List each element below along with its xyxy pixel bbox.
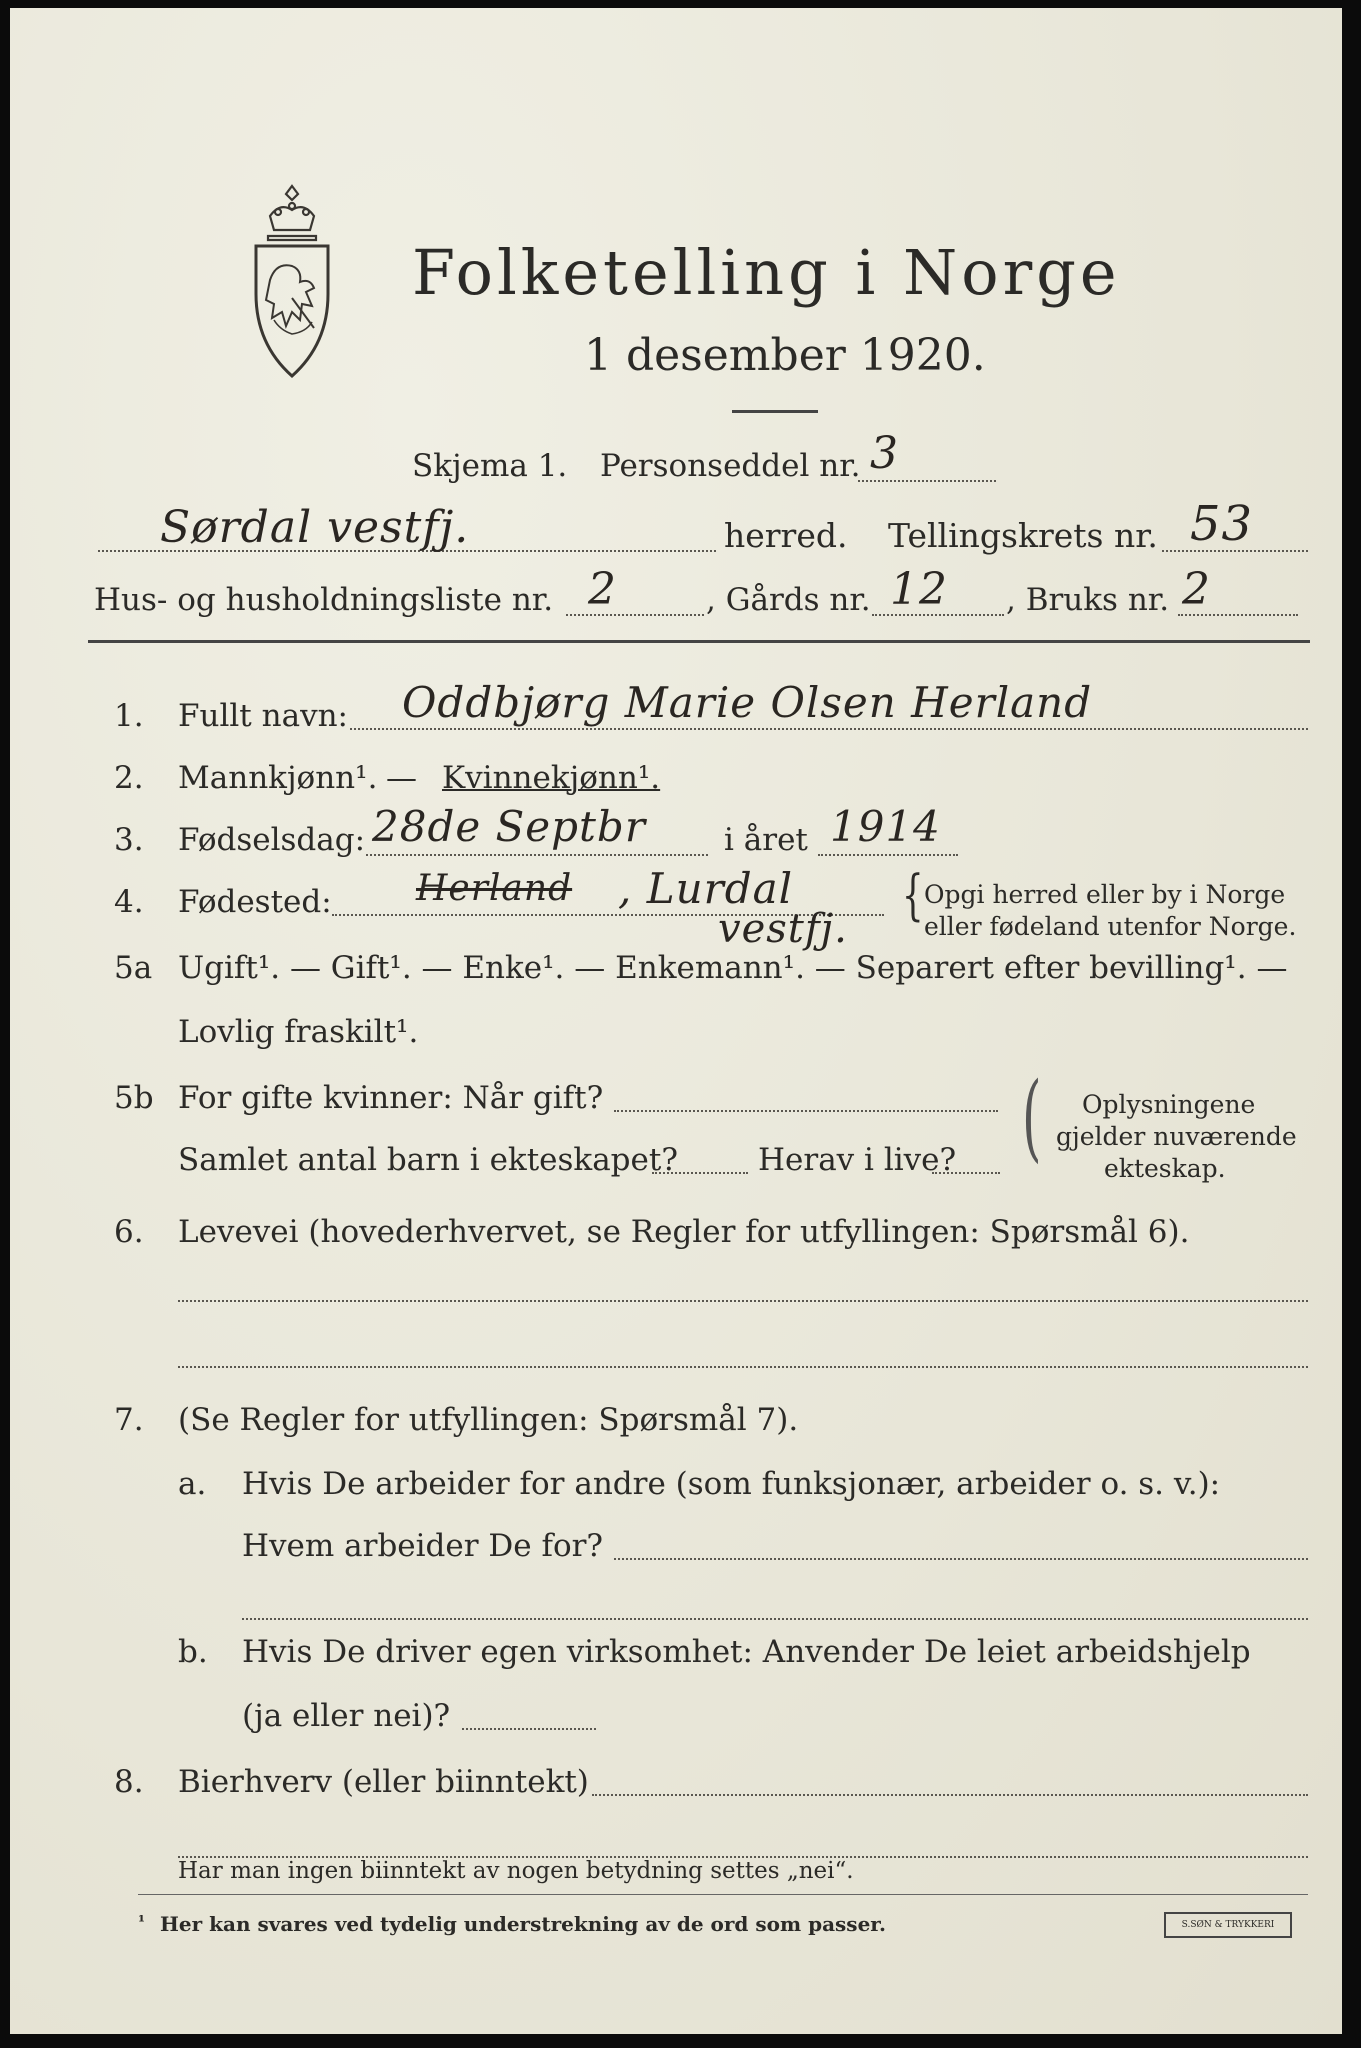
q4-birthplace-value-2[interactable]: vestfj. (718, 906, 848, 952)
census-form-sheet (10, 8, 1342, 2034)
q3-date-line (366, 854, 708, 856)
q2-kvinnekjonn-underlined[interactable]: Kvinnekjønn¹. (442, 760, 661, 796)
q1-number: 1. (114, 698, 144, 734)
husholdningsliste-value[interactable]: 2 (588, 564, 617, 615)
q4-brace: { (902, 864, 924, 928)
q5b-barn-line[interactable] (652, 1172, 748, 1174)
personseddel-line (858, 480, 996, 482)
q3-year-line (818, 854, 958, 856)
gards-label: , Gårds nr. (706, 582, 871, 618)
q1-label: Fullt navn: (178, 698, 348, 734)
q6-levevei-label: Levevei (hovederhvervet, se Regler for utfyllingen: Spørsmål 6). (178, 1214, 1190, 1250)
q2-mannkjonn[interactable]: Mannkjønn¹. (178, 760, 378, 796)
q7a-hvem-label: Hvem arbeider De for? (242, 1528, 604, 1564)
skjema-label: Skjema 1. (412, 448, 568, 484)
coat-of-arms-icon (248, 180, 336, 380)
q3-label: Fødselsdag: (178, 822, 366, 858)
q7b-question: Hvis De driver egen virksomhet: Anvender De leiet arbeidshjelp (242, 1634, 1251, 1670)
q3-year-label: i året (724, 822, 808, 858)
q7a-letter: a. (178, 1466, 207, 1502)
q8-number: 8. (114, 1764, 144, 1800)
q7b-answer-line[interactable] (462, 1728, 596, 1730)
herred-value[interactable]: Sørdal vestfj. (160, 502, 470, 553)
printer-stamp: S.SØN & TRYKKERI (1164, 1912, 1292, 1938)
husholdningsliste-line (566, 614, 704, 616)
tellingskrets-value[interactable]: 53 (1190, 496, 1254, 552)
q1-line (350, 728, 1308, 730)
form-date: 1 desember 1920. (584, 330, 986, 381)
q4-struck-value: Herland (416, 868, 573, 909)
q5b-i-live-label: Herav i live? (758, 1142, 957, 1178)
q5b-note-line3: ekteskap. (1104, 1154, 1226, 1183)
q8-answer-line-1[interactable] (592, 1794, 1308, 1796)
q6-answer-line-1[interactable] (178, 1300, 1308, 1302)
q5b-barn-label: Samlet antal barn i ekteskapet? (178, 1142, 678, 1178)
footnote-text: Her kan svares ved tydelig understrekning av de ord som passer. (160, 1912, 886, 1936)
herred-label: herred. (724, 516, 848, 555)
q6-answer-line-2[interactable] (178, 1366, 1308, 1368)
q7a-question: Hvis De arbeider for andre (som funksjonær, arbeider o. s. v.): (242, 1466, 1221, 1502)
q5b-bracket: ( (1022, 1061, 1042, 1173)
q5b-note-line2: gjelder nuværende (1056, 1122, 1297, 1151)
q4-note-line1: Opgi herred eller by i Norge (924, 880, 1286, 909)
q3-birthday-value[interactable]: 28de Septbr (372, 802, 646, 851)
q5b-number: 5b (114, 1080, 154, 1116)
q4-birthplace-value[interactable]: , Lurdal (618, 864, 794, 913)
q2-number: 2. (114, 760, 144, 796)
header-rule (88, 640, 1310, 643)
bruks-label: , Bruks nr. (1006, 582, 1170, 618)
q5a-lovlig-fraskilt[interactable]: Lovlig fraskilt¹. (178, 1014, 419, 1050)
q7-label: (Se Regler for utfyllingen: Spørsmål 7). (178, 1402, 799, 1438)
q6-number: 6. (114, 1214, 144, 1250)
q5b-nar-gift-label: For gifte kvinner: Når gift? (178, 1080, 604, 1116)
q7b-ja-nei-label: (ja eller nei)? (242, 1698, 451, 1734)
q5a-number: 5a (114, 950, 153, 986)
q7b-letter: b. (178, 1634, 208, 1670)
q7a-answer-line-2[interactable] (242, 1618, 1308, 1620)
q5b-nar-gift-line[interactable] (614, 1110, 998, 1112)
q1-full-name-value[interactable]: Oddbjørg Marie Olsen Herland (402, 678, 1093, 727)
q3-year-value[interactable]: 1914 (830, 802, 941, 851)
q5b-note-line1: Oplysningene (1082, 1090, 1256, 1119)
biinntekt-note: Har man ingen biinntekt av nogen betydning settes „nei“. (178, 1858, 854, 1884)
husholdningsliste-label: Hus- og husholdningsliste nr. (94, 582, 554, 618)
bruks-value[interactable]: 2 (1182, 564, 1211, 615)
q5a-marital-options[interactable]: Ugift¹. — Gift¹. — Enke¹. — Enkemann¹. — Separert efter bevilling¹. — (178, 950, 1288, 986)
q2-dash: — (386, 760, 417, 796)
q3-number: 3. (114, 822, 144, 858)
footnote-mark: ¹ (138, 1912, 146, 1931)
tellingskrets-label: Tellingskrets nr. (888, 516, 1158, 555)
personseddel-label: Personseddel nr. (600, 448, 861, 484)
q4-number: 4. (114, 884, 144, 920)
q4-note-line2: eller fødeland utenfor Norge. (924, 912, 1297, 941)
q8-label: Bierhverv (eller biinntekt) (178, 1764, 589, 1800)
footnote-rule (138, 1894, 1308, 1895)
q7a-answer-line-1[interactable] (614, 1558, 1308, 1560)
gards-value[interactable]: 12 (890, 564, 948, 615)
title-divider (732, 410, 818, 413)
q4-label: Fødested: (178, 884, 332, 920)
personseddel-value[interactable]: 3 (870, 428, 899, 479)
form-title: Folketelling i Norge (412, 236, 1121, 309)
q5b-i-live-line[interactable] (932, 1172, 1000, 1174)
q7-number: 7. (114, 1402, 144, 1438)
